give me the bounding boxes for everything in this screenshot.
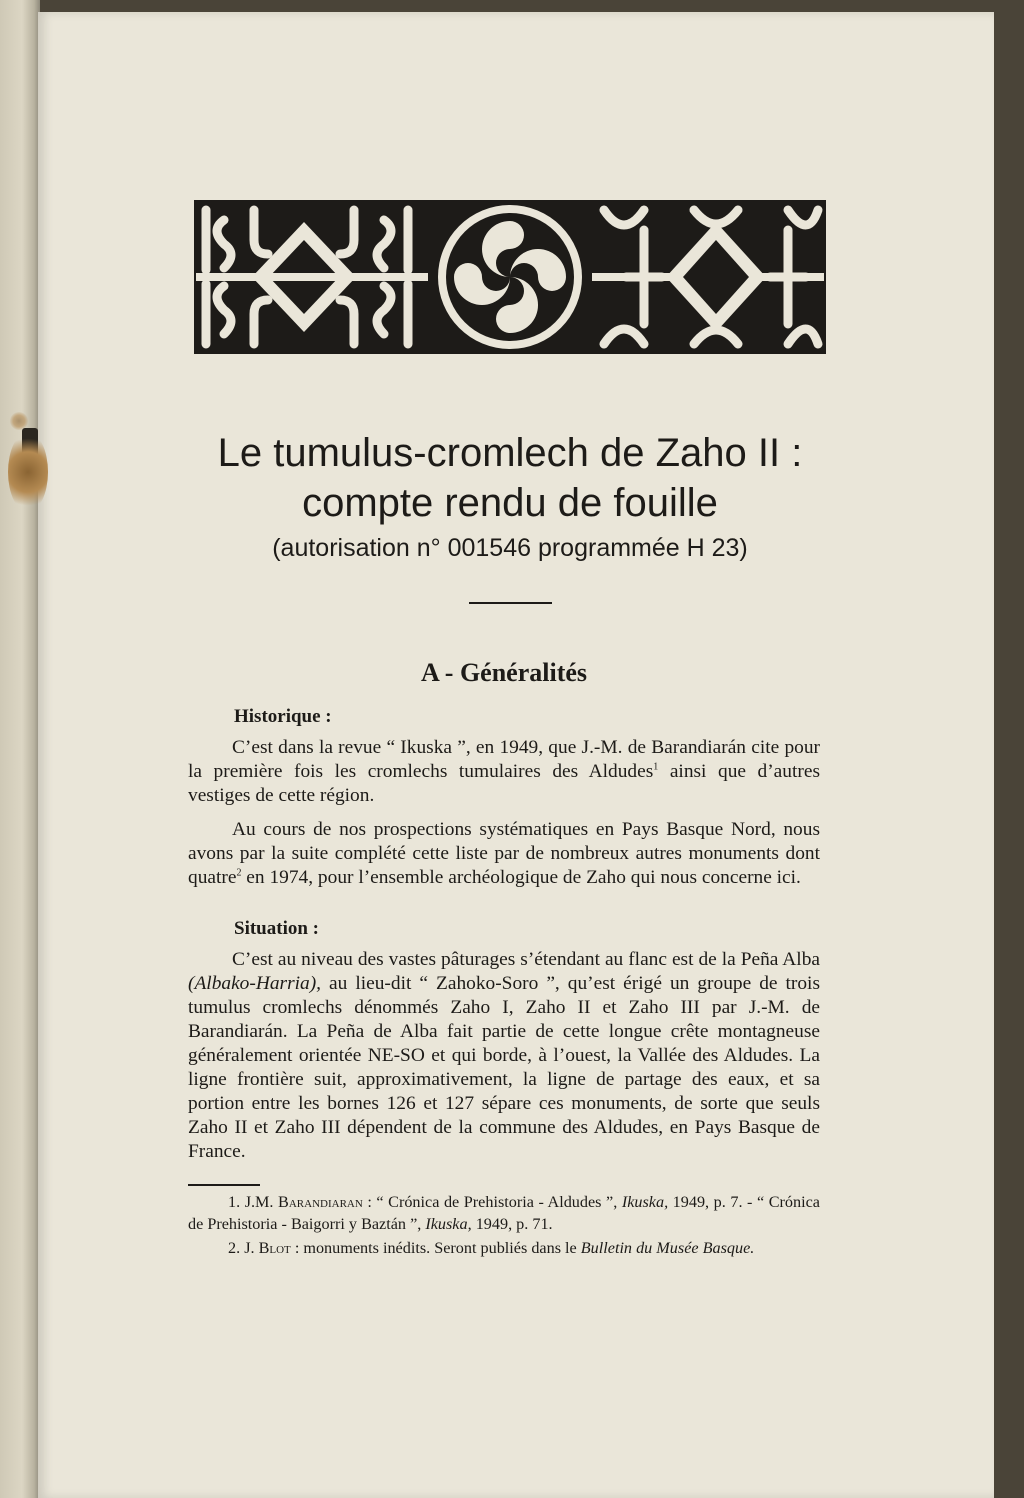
document-title-line1: Le tumulus-cromlech de Zaho II : [217,431,803,475]
historique-section [188,706,820,900]
title-block [150,428,870,566]
lauburu-icon [438,205,582,349]
footnote-ref-2: 2 [236,867,242,879]
historique-heading: Historique : [234,706,332,727]
rust-stain [10,412,28,430]
document-subtitle: (autorisation n° 001546 programmée H 23) [272,534,748,562]
situation-paragraph: C’est au niveau des vastes pâturages s’étendant au flanc est de la Peña Alba (Albako-Harria), au lieu-dit “ Zahoko-Soro ”, qu’est érigé un groupe de trois tumulus cromlechs dénommés Zaho I, Zaho II et Zaho III par J.-M. de Barandiarán. La Peña de Alba fait partie de cette longue crête montagneuse généralement orientée NE-SO et qui borde, à l’ouest, la Vallée des Aldudes. La ligne frontière suit, approximativement, la ligne de partage des eaux, et sa portion entre les bornes 126 et 127 sépare ces monuments, de sorte que seuls Zaho II et Zaho III dépendent de la commune des Aldudes, en Pays Basque de France. [188,949,820,1162]
rust-stain [8,432,48,512]
historique-paragraph-1: C’est dans la revue “ Ikuska ”, en 1949, que J.-M. de Barandiarán cite pour la première fois les cromlechs tumulaires des Aldudes$^1$ ainsi que d’autres vestiges de cette région. [188,737,820,806]
historique-paragraph-2: Au cours de nos prospections systématiques en Pays Basque Nord, nous avons par la suite complété cette liste par de nombreux autres monuments dont quatre$^2$ en 1974, pour l’ensemble archéologique de Zaho qui nous concerne ici. [188,819,820,888]
adjacent-page-edge [0,0,40,1498]
section-heading: A - Généralités [420,658,588,687]
footnote-divider [188,1184,260,1186]
footnotes [188,1191,820,1261]
footnote-ref-1: 1 [653,761,659,773]
footnote-1: 1. J.M. Barandiaran : “ Crónica de Prehistoria - Aldudes ”, Ikuska, 1949, p. 7. - “ Crónica de Prehistoria - Baigorri y Baztán ”, Ikuska, 1949, p. 71. [188,1193,820,1233]
situation-section [188,918,820,1174]
basque-ornament-banner [194,200,826,354]
title-divider [469,602,552,604]
footnote-2: 2. J. Blot : monuments inédits. Seront publiés dans le Bulletin du Musée Basque. [228,1239,755,1257]
document-title-line2: compte rendu de fouille [302,481,718,525]
situation-heading: Situation : [234,918,319,939]
